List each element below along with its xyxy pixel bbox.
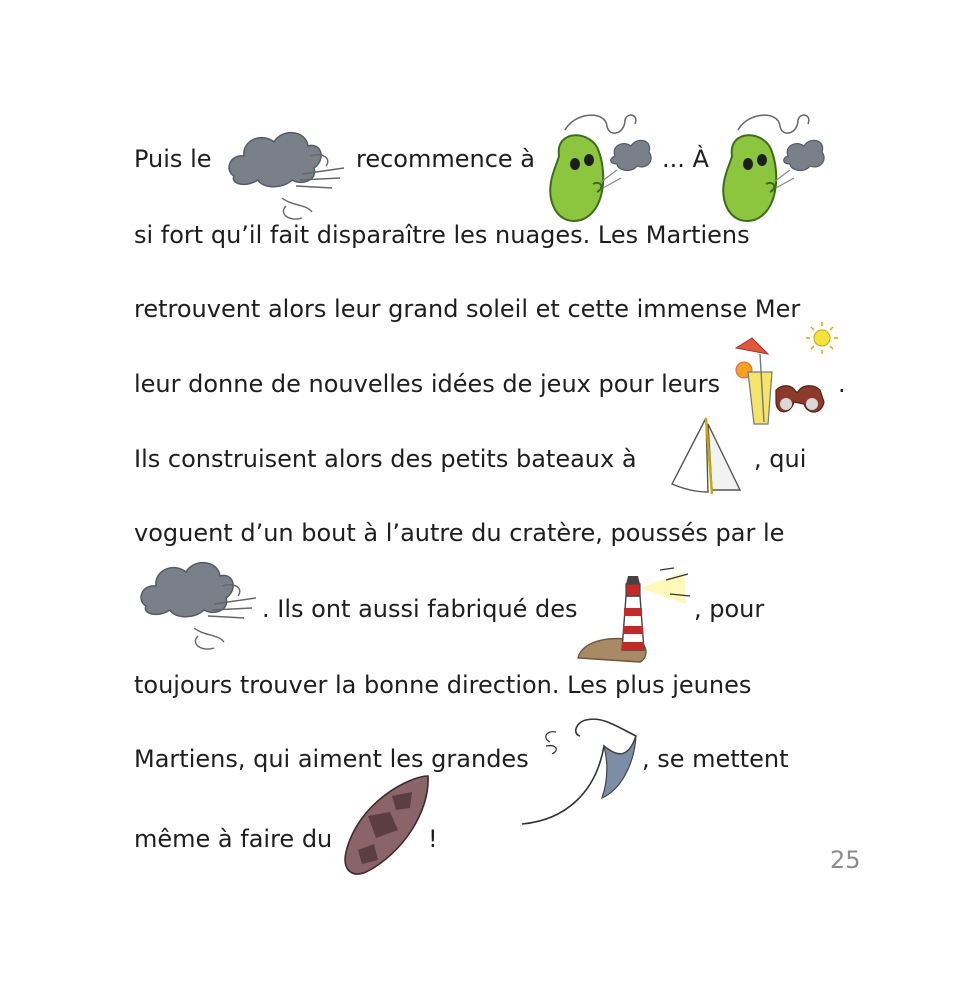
text-line-4b: . [838, 370, 846, 398]
text-line-3: retrouvent alors leur grand soleil et cette immense Mer [134, 295, 801, 323]
text-line-8: toujours trouver la bonne direction. Les plus jeunes [134, 671, 752, 699]
wind-cloud-icon [222, 126, 352, 226]
surfboard-icon [338, 772, 434, 880]
text-line-1c: ... À [662, 145, 709, 173]
text-line-10b: ! [428, 825, 438, 853]
text-line-1a: Puis le [134, 145, 212, 173]
text-line-10a: même à faire du [134, 825, 333, 853]
wave-icon [516, 706, 640, 828]
text-line-1b: recommence à [356, 145, 536, 173]
sailboat-icon [664, 414, 746, 498]
blowing-martian-icon [545, 108, 655, 226]
text-line-9a: Martiens, qui aiment les grandes [134, 745, 529, 773]
text-line-4a: leur donne de nouvelles idées de jeux pour leurs [134, 370, 721, 398]
text-line-7b: , pour [694, 595, 765, 623]
vacation-drink-sunglasses-icon [732, 318, 844, 432]
text-line-6: voguent d’un bout à l’autre du cratère, poussés par le [134, 519, 785, 547]
wind-cloud-icon [134, 556, 262, 656]
text-line-9b: , se mettent [642, 745, 789, 773]
text-line-2: si fort qu’il fait disparaître les nuages. Les Martiens [134, 221, 750, 249]
lighthouse-icon [574, 566, 692, 666]
blowing-martian-icon [718, 108, 828, 226]
text-line-7a: . Ils ont aussi fabriqué des [262, 595, 578, 623]
text-line-5b: , qui [754, 445, 807, 473]
text-line-5a: Ils construisent alors des petits bateaux à [134, 445, 637, 473]
page-number: 25 [830, 846, 861, 874]
